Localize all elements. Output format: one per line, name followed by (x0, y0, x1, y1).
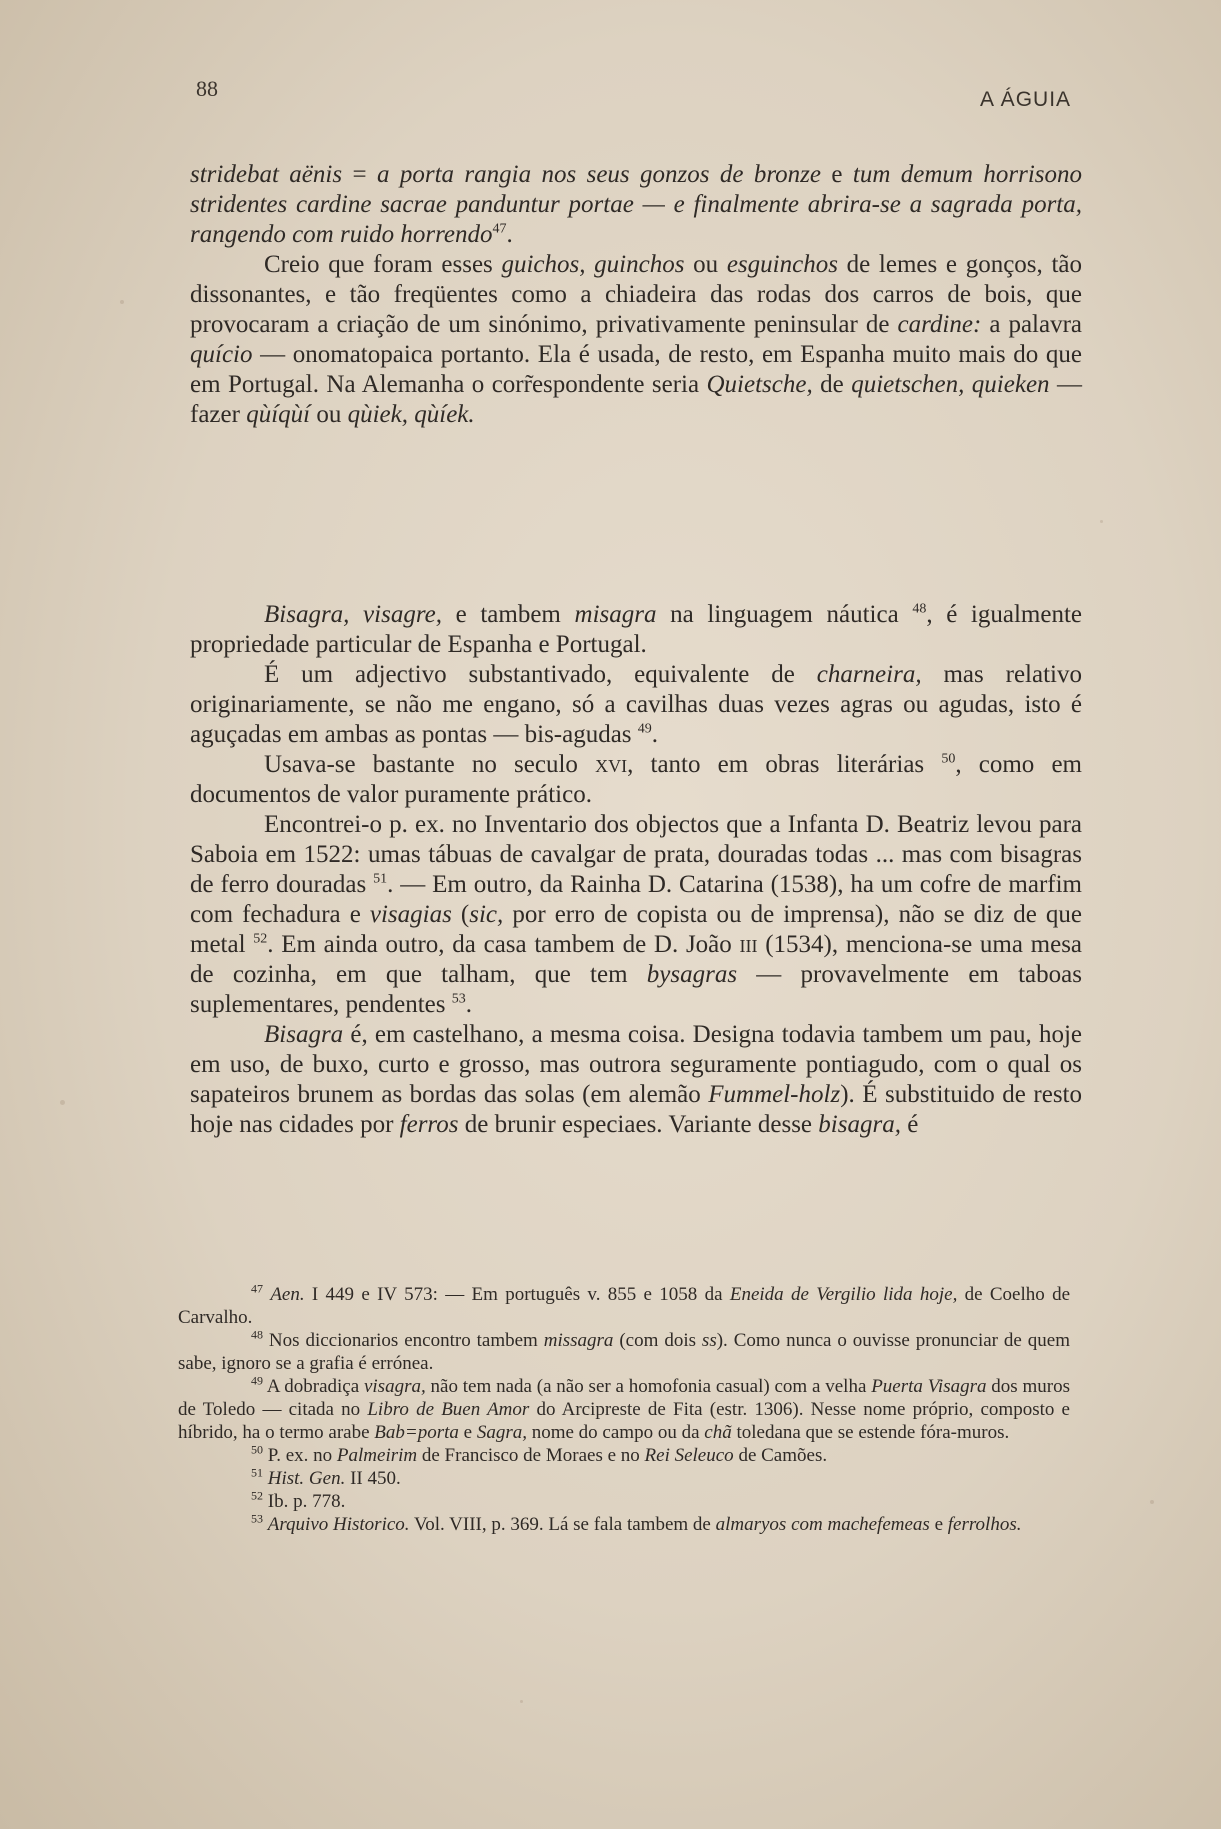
footnote-ref[interactable]: 51 (373, 871, 388, 887)
footnote-ref[interactable]: 53 (451, 991, 466, 1007)
footnote-number: 52 (251, 1488, 263, 1503)
footnotes (178, 1283, 1070, 1536)
paragraph: stridebat aënis = a porta rangia nos seus gonzos de bronze e tum demum horrisono stridentes cardine sacrae panduntur portae — e finalmente abrira-se a sagrada porta, rangendo com ruido horrendo$^{47}$. (190, 161, 1082, 248)
footnote-number: 53 (251, 1511, 263, 1526)
running-title: A ÁGUIA (980, 88, 1072, 111)
footnote-52: $^{52}$ Ib. p. 778. (251, 1488, 346, 1512)
page-number: 88 (196, 76, 218, 101)
footnote-number: 50 (251, 1442, 263, 1457)
footnote-49: $^{49}$ A dobradiça visagra, não tem nada (a não ser a homofonia casual) com a velha Puerta Visagra dos muros de Toledo — citada no Libro de Buen Amor do Arcipreste de Fita (estr. 1306). Nesse nome próprio, composto e híbrido, ha o termo arabe Bab=porta e Sagra, nome do campo ou da chã toledana que se estende fóra-muros. (178, 1373, 1071, 1443)
paper-speck (60, 1100, 65, 1105)
paper-speck (1150, 1500, 1154, 1504)
paragraph: Creio que foram esses guichos, guinchos ou esguinchos de lemes e gonços, tão dissonantes, e tão freqüentes como a chiadeira das rodas dos carros de bois, que provocaram a criação de um sinónimo, privativamente peninsular de cardine: a palavra quício — onomatopaica portanto. Ela é usada, de resto, em Espanha muito mais do que em Portugal. Na Alemanha o corr̃espondente seria Quietsche, de quietschen, quieken — fazer qùíqùí ou qùiek, qùíek. (190, 251, 1083, 428)
paper-speck (520, 1700, 523, 1703)
paper-speck (1100, 520, 1103, 523)
footnote-ref[interactable]: 48 (912, 601, 927, 617)
footnote-51: $^{51}$ Hist. Gen. II 450. (251, 1465, 401, 1489)
paragraph: É um adjectivo substantivado, equivalente de charneira, mas relativo originariamente, se não me engano, só a cavilhas duas vezes agras ou agudas, isto é aguçadas em ambas as pontas — bis-agudas $^{49}$. (190, 661, 1082, 748)
paragraph: Bisagra é, em castelhano, a mesma coisa. Designa todavia tambem um pau, hoje em uso, de buxo, curto e grosso, mas outrora seguramente pontiagudo, com o qual os sapateiros brunem as bordas das solas (em alemão Fummel-holz). É substituido de resto hoje nas cidades por ferros de brunir especiaes. Variante desse bisagra, é (190, 1021, 1083, 1138)
text-block-quiciio (190, 160, 1082, 430)
footnote-ref[interactable]: 52 (253, 931, 268, 947)
paragraph: Encontrei-o p. ex. no Inventario dos objectos que a Infanta D. Beatriz levou para Saboia em 1522: umas tábuas de cavalgar de prata, douradas todas ... mas com bisagras de ferro douradas $^{51}$. — Em outro, da Rainha D. Catarina (1538), ha um cofre de marfim com fechadura e visagias (sic, por erro de copista ou de imprensa), não se diz de que metal $^{52}$. Em ainda outro, da casa tambem de D. João iii (1534), menciona-se uma mesa de cozinha, em que talham, que tem bysagras — provavelmente em taboas suplementares, pendentes $^{53}$. (190, 811, 1083, 1018)
paragraph: Bisagra, visagre, e tambem misagra na linguagem náutica $^{48}$, é igualmente propriedade particular de Espanha e Portugal. (190, 601, 1083, 658)
footnote-number: 47 (251, 1281, 263, 1296)
footnote-47: $^{47}$ Aen. I 449 e IV 573: — Em português v. 855 e 1058 da Eneida de Vergilio lida hoje, de Coelho de Carvalho. (178, 1281, 1070, 1328)
footnote-ref[interactable]: 50 (941, 751, 956, 767)
footnote-number: 49 (251, 1373, 263, 1388)
footnote-48: $^{48}$ Nos diccionarios encontro tambem missagra (com dois ss). Como nunca o ouvisse pronunciar de quem sabe, ignoro se a grafia é errónea. (178, 1327, 1070, 1374)
footnote-number: 51 (251, 1465, 263, 1480)
footnote-number: 48 (251, 1327, 263, 1342)
paragraph: Usava-se bastante no seculo xvi, tanto em obras literárias $^{50}$, como em documentos de valor puramente prático. (190, 751, 1083, 808)
footnote-50: $^{50}$ P. ex. no Palmeirim de Francisco de Moraes e no Rei Seleuco de Camões. (251, 1442, 828, 1466)
footnote-ref[interactable]: 49 (637, 721, 652, 737)
text-block-bisagra (190, 600, 1082, 1140)
paper-speck (120, 300, 124, 304)
footnote-ref[interactable]: 47 (492, 221, 507, 237)
footnote-53: $^{53}$ Arquivo Historico. Vol. VIII, p. 369. Lá se fala tambem de almaryos com machefemeas e ferrolhos. (251, 1511, 1022, 1535)
